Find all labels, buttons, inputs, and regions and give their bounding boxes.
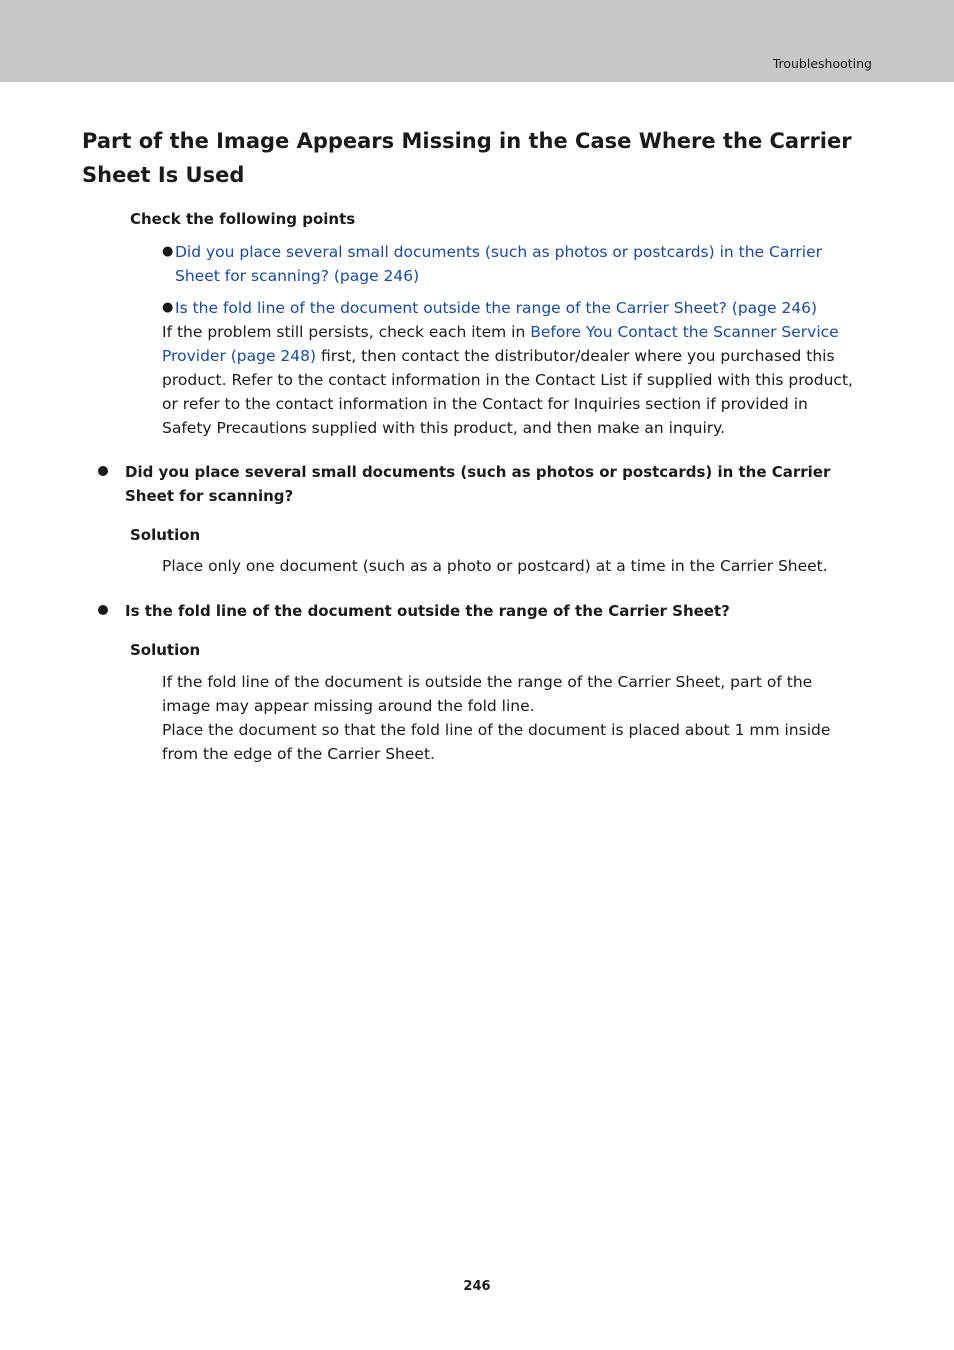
solution-text [162, 670, 862, 766]
solution-line: Place only one document (such as a photo or postcard) at a time in the Carrier Sheet. [162, 557, 828, 575]
solution-text [162, 554, 862, 578]
contact-provider-link[interactable]: Before You Contact the Scanner Service Provider (page 248) [162, 323, 839, 365]
bullet-icon: ● [162, 244, 174, 259]
check-points-list [162, 240, 862, 320]
solution-label: Solution [130, 526, 201, 544]
question-text: Is the fold line of the document outside the range of the Carrier Sheet? [125, 602, 730, 620]
header-section-title: Troubleshooting [772, 56, 872, 71]
bullet-icon: ● [162, 300, 174, 315]
header-bar [0, 0, 954, 82]
solution-line: If the fold line of the document is outside the range of the Carrier Sheet, part of the image may appear missing around the fold line. [162, 673, 813, 715]
solution-label: Solution [130, 641, 201, 659]
persist-text-after: first, then contact the distributor/dealer where you purchased this product. Refer to the contact information in the Contact List if supplied with this product, or refer to the contact information in the Contact for Inquiries section if provided in Safety Precautions supplied with this product, and then make an inquiry. [162, 347, 853, 437]
check-point-item [162, 240, 862, 288]
check-point-link-fold-line[interactable]: Is the fold line of the document outside the range of the Carrier Sheet? (page 246) [175, 299, 818, 317]
check-points-heading: Check the following points [130, 210, 356, 228]
page-title: Part of the Image Appears Missing in the Case Where the Carrier Sheet Is Used [82, 129, 852, 187]
check-point-item [162, 296, 862, 320]
bullet-icon [98, 605, 108, 615]
solution-line: Place the document so that the fold line of the document is placed about 1 mm inside from the edge of the Carrier Sheet. [162, 721, 831, 763]
check-point-link-small-documents[interactable]: Did you place several small documents (such as photos or postcards) in the Carrier Sheet for scanning? (page 246) [175, 243, 823, 285]
question-item [98, 460, 858, 508]
persist-text-before: If the problem still persists, check each item in [162, 323, 531, 341]
persist-paragraph [162, 320, 862, 440]
question-text: Did you place several small documents (such as photos or postcards) in the Carrier Sheet for scanning? [125, 463, 831, 505]
question-item [98, 599, 858, 623]
page-number: 246 [463, 1279, 491, 1294]
bullet-icon [98, 466, 108, 476]
